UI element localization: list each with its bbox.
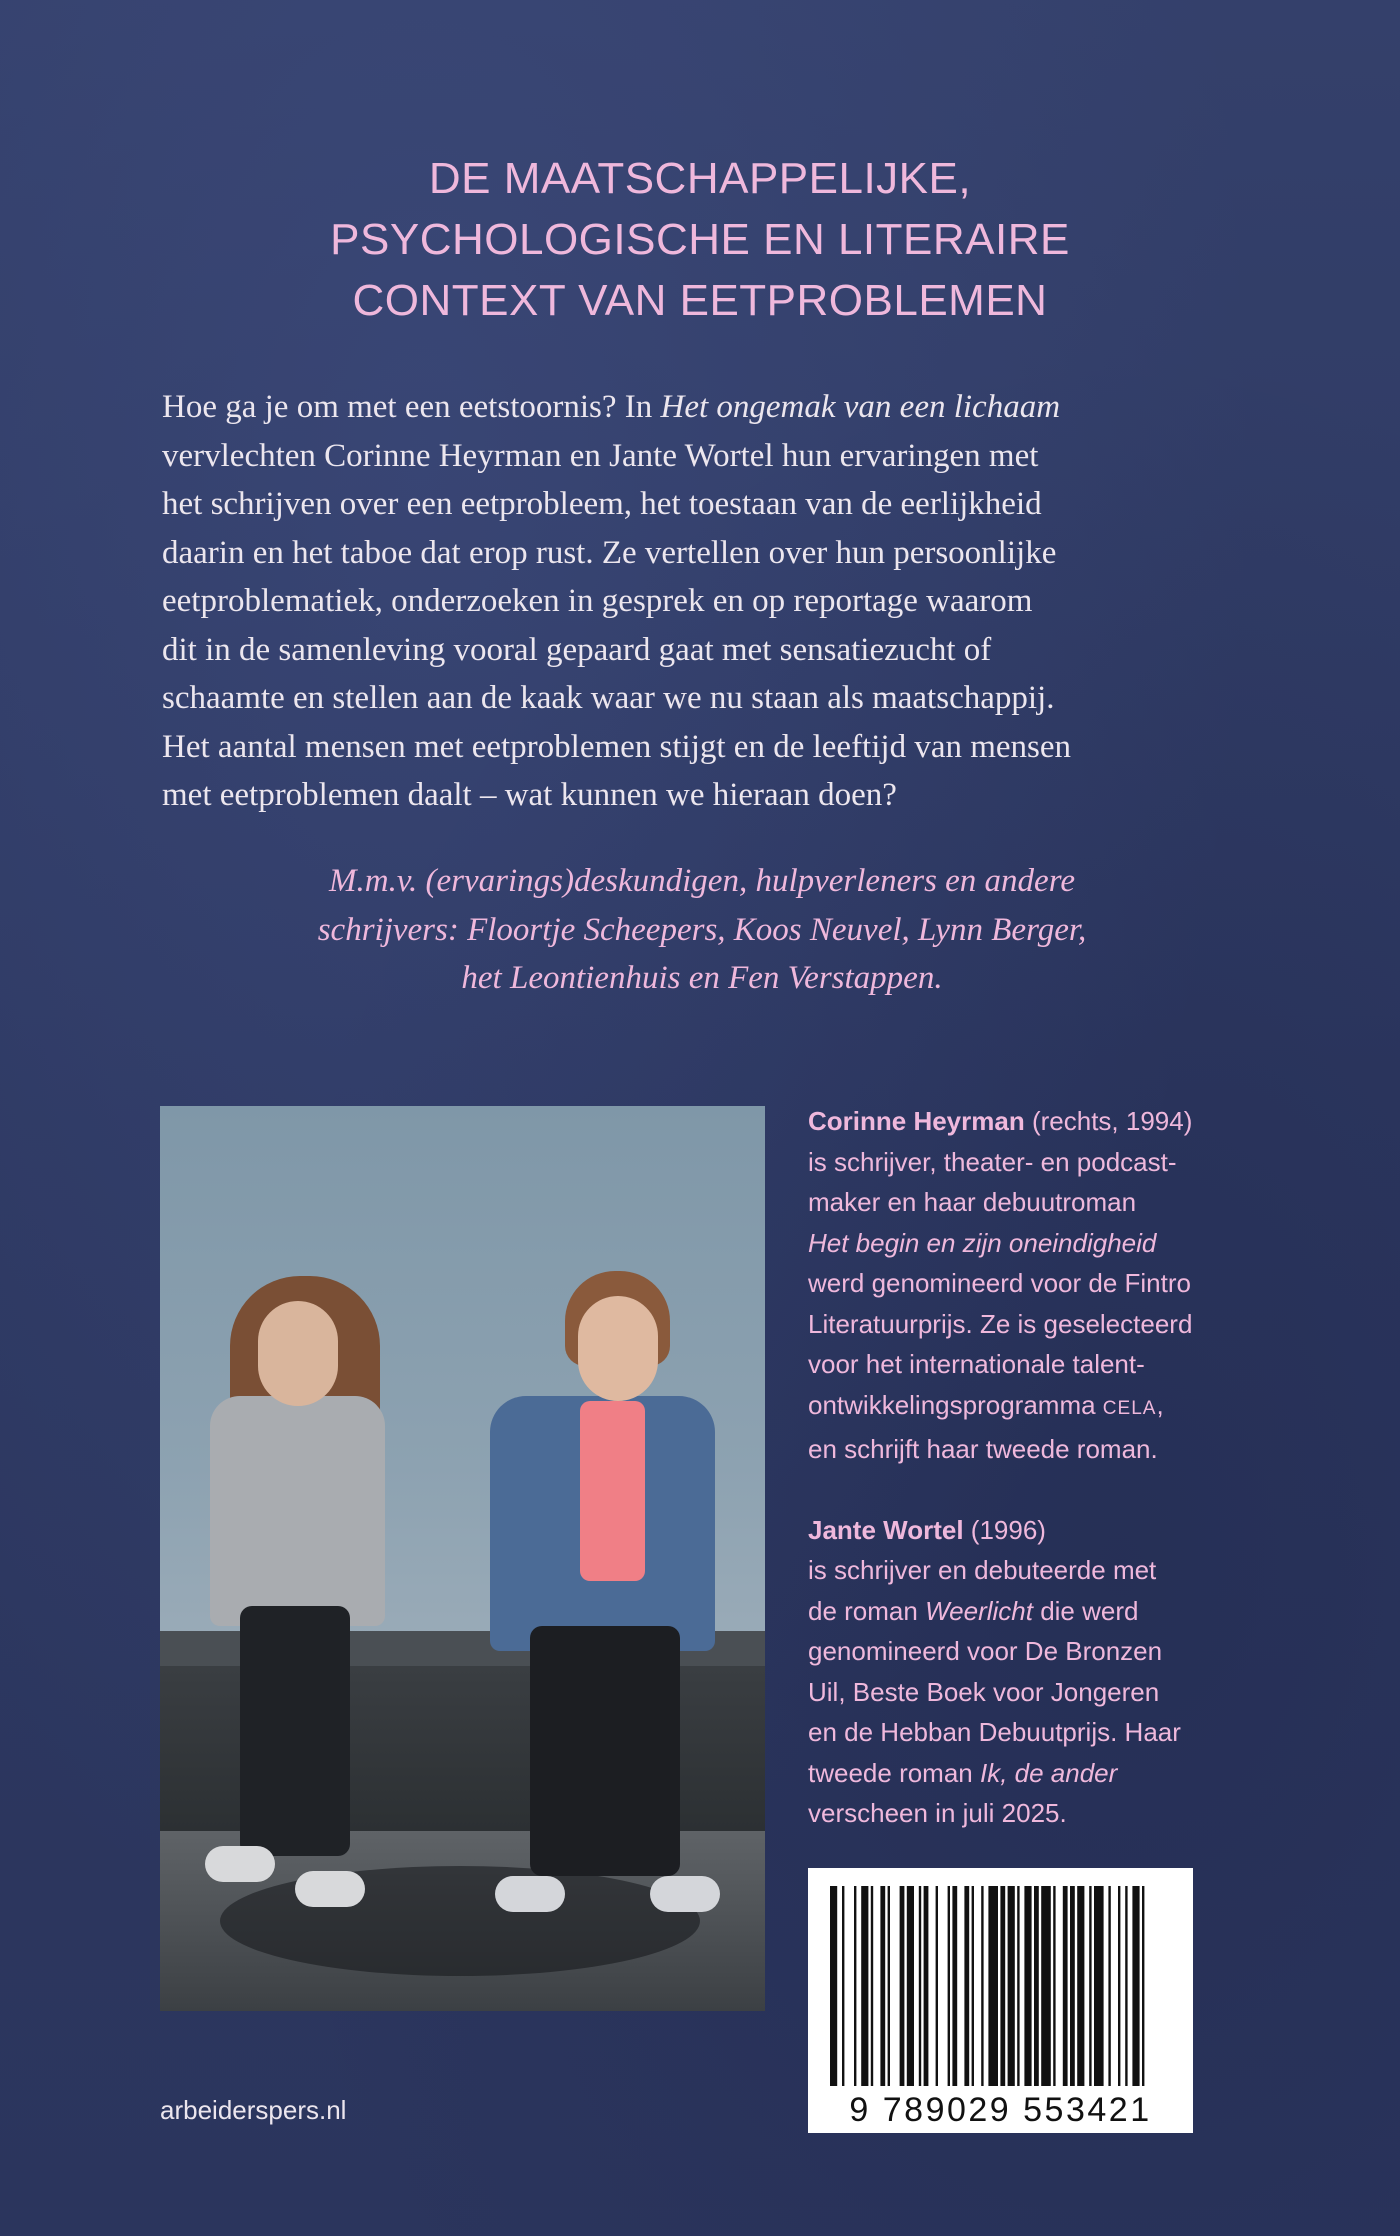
bio-line [808,1101,1248,1142]
bio-line: werd genomineerd voor de Fintro [808,1268,1191,1298]
barcode-bar [900,1886,905,2086]
barcode-bar [888,1886,890,2086]
bio-line: verscheen in juli 2025. [808,1798,1067,1828]
bio-text: (rechts, 1994) [1024,1106,1193,1136]
blurb-line: eetproblematiek, onderzoeken in gesprek en op reportage waarom [162,583,1033,619]
contributors-line: het Leontienhuis en Fen Verstappen. [461,960,943,996]
book-title: Ik, de ander [979,1757,1118,1788]
contributors-line: M.m.v. (ervarings)deskundigen, hulpverleners en andere [329,863,1075,899]
barcode-bar [842,1886,844,2086]
author-left-legs [240,1606,350,1856]
barcode-bar [1063,1886,1068,2086]
blurb [162,383,1242,820]
bio-line [808,1753,1248,1794]
barcode-bar [880,1886,885,2086]
bio-line [808,1591,1248,1632]
barcode-bar [1034,1886,1039,2086]
barcode-bar [1094,1886,1104,2086]
barcode-bar [861,1886,868,2086]
barcode-bar [948,1886,950,2086]
blurb-line: het schrijven over een eetprobleem, het toestaan van de eerlijkheid [162,486,1042,522]
barcode-bar [988,1886,998,2086]
barcode-bar [919,1886,921,2086]
barcode-bar [1024,1886,1031,2086]
isbn-barcode [808,1868,1193,2133]
blurb-line: vervlechten Corinne Heyrman en Jante Wortel hun ervaringen met [162,437,1039,474]
bio-text: ontwikkelingsprogramma [808,1389,1103,1420]
headline-line: PSYCHOLOGISCHE EN LITERAIRE [330,215,1070,264]
bio-line: voor het internationale talent- [808,1349,1145,1379]
bio-text: tweede roman [808,1757,980,1788]
book-title: Het begin en zijn oneindigheid [808,1227,1157,1258]
bio-line: Literatuurprijs. Ze is geselecteerd [808,1308,1193,1339]
author-name: Jante Wortel [808,1514,964,1545]
publisher-url: arbeiderspers.nl [160,2095,347,2125]
barcode-bar [854,1886,856,2086]
barcode-bar [1142,1886,1144,2086]
author-right-legs [530,1626,680,1876]
barcode-bar [1017,1886,1019,2086]
barcode-bar [924,1886,929,2086]
barcode-bar [1118,1886,1120,2086]
bio-line [808,1385,1248,1430]
author-left-face [258,1301,338,1406]
contributors [162,857,1242,1003]
barcode-bar [1053,1886,1055,2086]
author-bios [808,1101,1248,1834]
blurb-line: Het aantal mensen met eetproblemen stijgt en de leeftijd van mensen [162,728,1072,765]
author-name: Corinne Heyrman [808,1106,1025,1136]
bio-line: Uil, Beste Boek voor Jongeren [808,1676,1160,1707]
photo-shadow [220,1866,700,1976]
bio-text: de roman [808,1595,926,1626]
bio-text: die werd [1032,1595,1139,1626]
headline-line: DE MAATSCHAPPELIJKE, [428,154,972,203]
bio-line [808,1510,1248,1551]
barcode-bar [964,1886,969,2086]
author-left-shoe [295,1871,365,1907]
bio-text: (1996) [963,1514,1046,1545]
barcode-bar [830,1886,837,2086]
author-right-face [578,1296,658,1401]
barcode-bar [1125,1886,1127,2086]
barcode-bar [1070,1886,1075,2086]
contributors-line: schrijvers: Floortje Scheepers, Koos Neuvel, Lynn Berger, [317,911,1087,948]
bio-gap [808,1470,1248,1510]
barcode-bar [907,1886,914,2086]
book-title: Weerlicht [925,1595,1033,1626]
blurb-line [162,383,1242,432]
barcode-bar [981,1886,983,2086]
author-left-shoe [205,1846,275,1882]
bio-line: genomineerd voor De Bronzen [808,1636,1163,1666]
author-right-shirt [580,1401,645,1581]
author-right-shoe [495,1876,565,1912]
book-title: Het ongemak van een lichaam [660,389,1061,425]
barcode-bar [1132,1886,1139,2086]
bio-text: , [1156,1389,1164,1420]
blurb-line: dit in de samenleving vooral gepaard gaat met sensatiezucht of [162,631,992,668]
blurb-text: Hoe ga je om met een eetstoornis? In [162,389,661,425]
barcode-bar [936,1886,938,2086]
barcode-bar [952,1886,957,2086]
blurb-line: met eetproblemen daalt – wat kunnen we hieraan doen? [162,777,897,813]
isbn-number: 9 789029 553421 [849,2091,1152,2129]
barcode-bars [808,1868,1193,2098]
barcode-bar [972,1886,974,2086]
program-name: CELA [1102,1397,1157,1419]
headline [200,148,1200,331]
bio-line: en de Hebban Debuutprijs. Haar [808,1717,1181,1747]
author-photo [160,1106,765,2011]
bio-line [808,1223,1248,1264]
barcode-bar [1000,1886,1005,2086]
bio-line: is schrijver, theater- en podcast- [808,1146,1177,1177]
bio-line: is schrijver en debuteerde met [808,1555,1157,1585]
author-left-body [210,1396,385,1626]
author-right-shoe [650,1876,720,1912]
bio-line: en schrijft haar tweede roman. [808,1434,1158,1464]
bio-line: maker en haar debuutroman [808,1187,1137,1217]
blurb-line: schaamte en stellen aan de kaak waar we nu staan als maatschappij. [162,680,1055,716]
headline-line: CONTEXT VAN EETPROBLEMEN [352,276,1048,325]
barcode-bar [1077,1886,1084,2086]
barcode-bar [1041,1886,1051,2086]
barcode-bar [871,1886,873,2086]
barcode-bar [1108,1886,1110,2086]
barcode-bar [1008,1886,1015,2086]
blurb-line: daarin en het taboe dat erop rust. Ze vertellen over hun persoonlijke [162,534,1057,571]
barcode-bar [1089,1886,1091,2086]
